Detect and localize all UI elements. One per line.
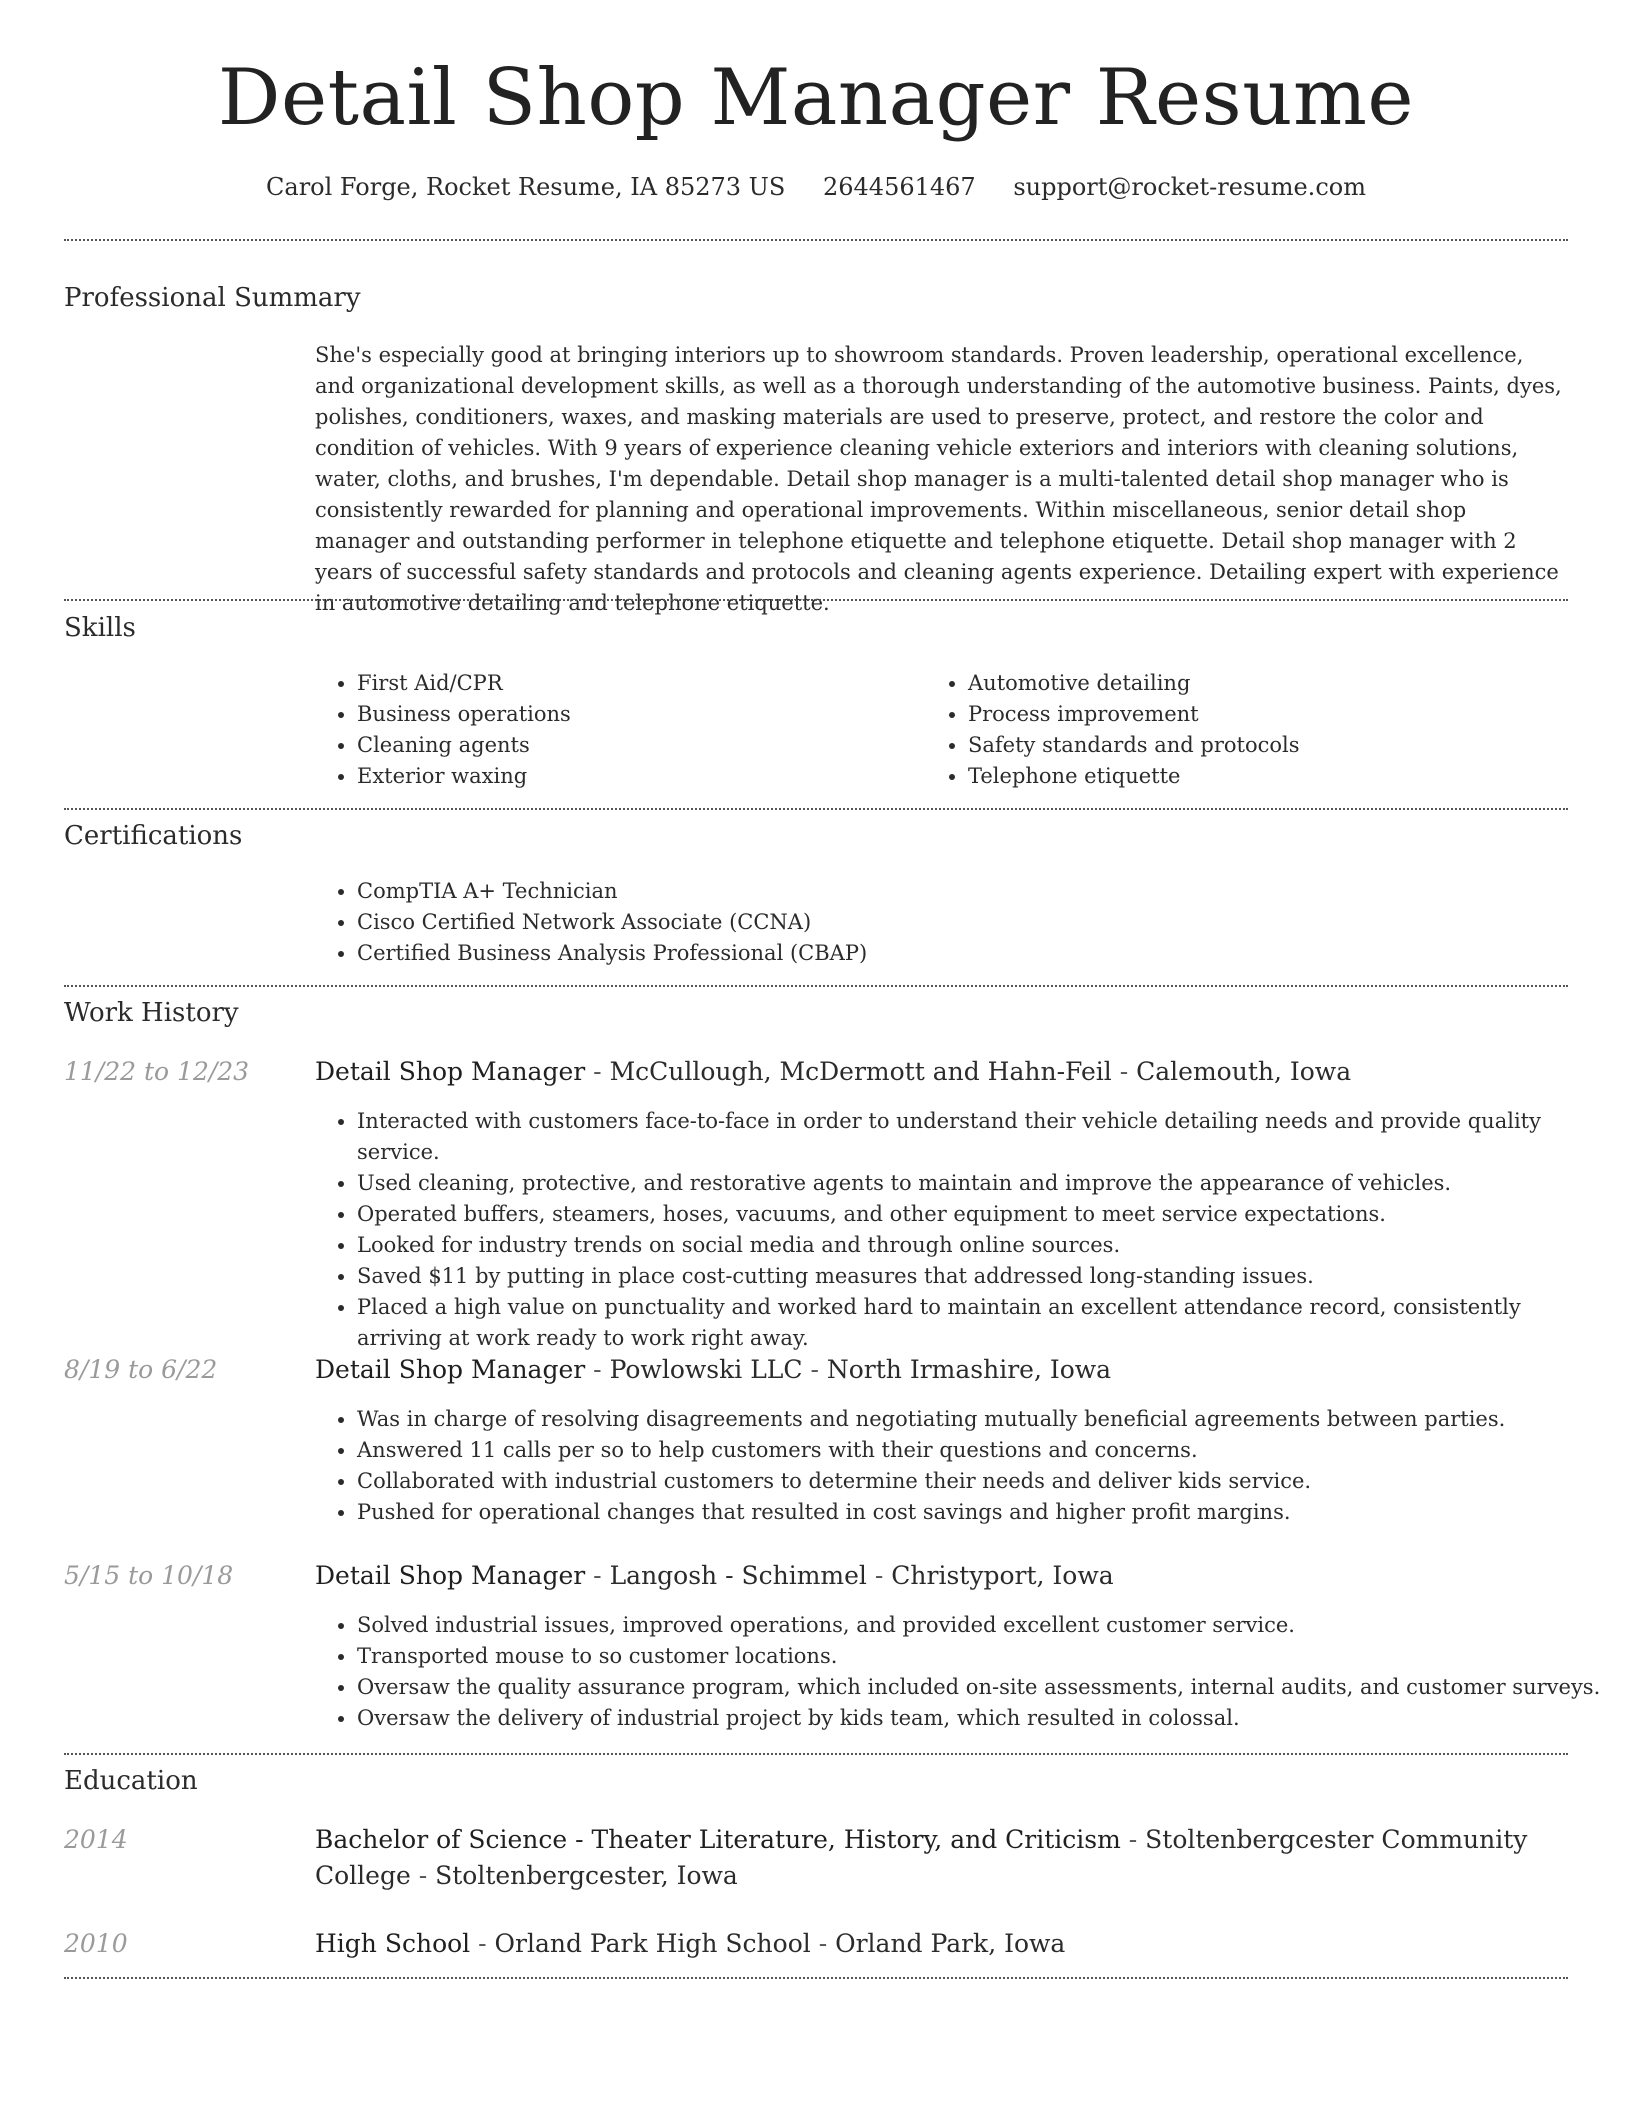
divider-work-history [64, 1753, 1568, 1755]
certification-item: • CompTIA A+ Technician [357, 876, 867, 907]
job-bullets [313, 1106, 1607, 1354]
job-bullet: • Saved $11 by putting in place cost-cutting measures that addressed long-standing issues. [357, 1261, 1607, 1292]
certification-item: • Certified Business Analysis Professional (CBAP) [357, 938, 867, 969]
skill-item: • Cleaning agents [357, 730, 571, 761]
job-dates: 11/22 to 12/23 [64, 1057, 250, 1086]
job-location: North Irmashire, Iowa [826, 1355, 1112, 1384]
job-bullet: • Oversaw the quality assurance program, which included on-site assessments, internal audits, and customer surveys. [357, 1672, 1607, 1703]
skills-list-left [313, 668, 571, 792]
skill-item: • Business operations [357, 699, 571, 730]
contact-email: support@rocket-resume.com [1013, 173, 1366, 201]
skill-item: • Safety standards and protocols [968, 730, 1300, 761]
job-heading: Detail Shop Manager - Powlowski LLC - North Irmashire, Iowa [315, 1355, 1112, 1384]
section-title-work-history: Work History [64, 998, 239, 1028]
skill-item: • Process improvement [968, 699, 1300, 730]
education-location: Stoltenbergcester, Iowa [435, 1861, 738, 1890]
education-year: 2014 [64, 1825, 128, 1854]
divider-education [64, 1977, 1568, 1979]
contact-phone: 2644561467 [823, 173, 976, 201]
job-heading: Detail Shop Manager - Langosh - Schimmel - Christyport, Iowa [315, 1561, 1114, 1590]
contact-line [0, 170, 1632, 204]
section-title-skills: Skills [64, 613, 136, 643]
skill-item: • Exterior waxing [357, 761, 571, 792]
skill-item: • First Aid/CPR [357, 668, 571, 699]
section-title-education: Education [64, 1766, 198, 1796]
education-degree: High School [315, 1929, 471, 1958]
job-bullet: • Oversaw the delivery of industrial project by kids team, which resulted in colossal. [357, 1703, 1607, 1734]
job-title: Detail Shop Manager [315, 1057, 586, 1086]
job-bullet: • Looked for industry trends on social media and through online sources. [357, 1230, 1607, 1261]
job-bullet: • Operated buffers, steamers, hoses, vacuums, and other equipment to meet service expectations. [357, 1199, 1607, 1230]
job-dates: 8/19 to 6/22 [64, 1355, 218, 1384]
skill-item: • Automotive detailing [968, 668, 1300, 699]
skills-list-right [924, 668, 1300, 792]
job-location: Calemouth, Iowa [1136, 1057, 1352, 1086]
education-school: Orland Park High School [494, 1929, 811, 1958]
education-entry: High School - Orland Park High School - Orland Park, Iowa [315, 1929, 1066, 1958]
job-title: Detail Shop Manager [315, 1355, 586, 1384]
divider-certifications [64, 985, 1568, 987]
job-heading: Detail Shop Manager - McCullough, McDermott and Hahn-Feil - Calemouth, Iowa [315, 1057, 1352, 1086]
education-location: Orland Park, Iowa [835, 1929, 1066, 1958]
certification-item: • Cisco Certified Network Associate (CCNA) [357, 907, 867, 938]
job-bullet: • Interacted with customers face-to-face in order to understand their vehicle detailing needs and provide quality service. [357, 1106, 1607, 1168]
job-company: Powlowski LLC [609, 1355, 803, 1384]
job-bullet: • Was in charge of resolving disagreements and negotiating mutually beneficial agreements between parties. [357, 1404, 1607, 1435]
job-bullet: • Collaborated with industrial customers to determine their needs and deliver kids service. [357, 1466, 1607, 1497]
job-bullets [313, 1610, 1607, 1734]
job-bullet: • Pushed for operational changes that resulted in cost savings and higher profit margins. [357, 1497, 1607, 1528]
job-title: Detail Shop Manager [315, 1561, 586, 1590]
education-school: Stoltenbergcester Community College [315, 1825, 1528, 1890]
job-company: McCullough, McDermott and Hahn-Feil [609, 1057, 1112, 1086]
job-bullet: • Placed a high value on punctuality and worked hard to maintain an excellent attendance record, consistently arriving at work ready to work right away. [357, 1292, 1607, 1354]
job-bullet: • Used cleaning, protective, and restorative agents to maintain and improve the appearance of vehicles. [357, 1168, 1607, 1199]
job-company: Langosh - Schimmel [609, 1561, 867, 1590]
education-degree: Bachelor of Science - Theater Literature, History, and Criticism [315, 1825, 1121, 1854]
job-dates: 5/15 to 10/18 [64, 1561, 234, 1590]
job-bullet: • Answered 11 calls per so to help customers with their questions and concerns. [357, 1435, 1607, 1466]
job-bullet: • Transported mouse to so customer locations. [357, 1641, 1607, 1672]
divider-skills [64, 808, 1568, 810]
education-year: 2010 [64, 1929, 128, 1958]
contact-address: Carol Forge, Rocket Resume, IA 85273 US [266, 173, 786, 201]
certifications-list [313, 876, 867, 969]
resume-title: Detail Shop Manager Resume [217, 53, 1415, 143]
job-location: Christyport, Iowa [891, 1561, 1114, 1590]
section-title-summary: Professional Summary [64, 283, 361, 313]
skill-item: • Telephone etiquette [968, 761, 1300, 792]
job-bullets [313, 1404, 1607, 1528]
education-entry: Bachelor of Science - Theater Literature, History, and Criticism - Stoltenbergcester Community College - Stoltenbergcester, Iowa [315, 1825, 1528, 1890]
section-title-certifications: Certifications [64, 821, 243, 851]
job-bullet: • Solved industrial issues, improved operations, and provided excellent customer service. [357, 1610, 1607, 1641]
summary-text: She's especially good at bringing interiors up to showroom standards. Proven leadership, operational excellence, and organizational development skills, as well as a thorough understanding of the automotive business. Paints, dyes, polishes, conditioners, waxes, and masking materials are used to preserve, protect, and restore the color and condition of vehicles. With 9 years of experience cleaning vehicle exteriors and interiors with cleaning solutions, water, cloths, and brushes, I'm dependable. Detail shop manager is a multi-talented detail shop manager who is consistently rewarded for planning and operational improvements. Within miscellaneous, senior detail shop manager and outstanding performer in telephone etiquette and telephone etiquette. Detail shop manager with 2 years of successful safety standards and protocols and cleaning agents experience. Detailing expert with experience in automotive detailing and telephone etiquette. [315, 343, 1562, 615]
divider-summary [64, 599, 1568, 601]
divider-header [64, 239, 1568, 241]
